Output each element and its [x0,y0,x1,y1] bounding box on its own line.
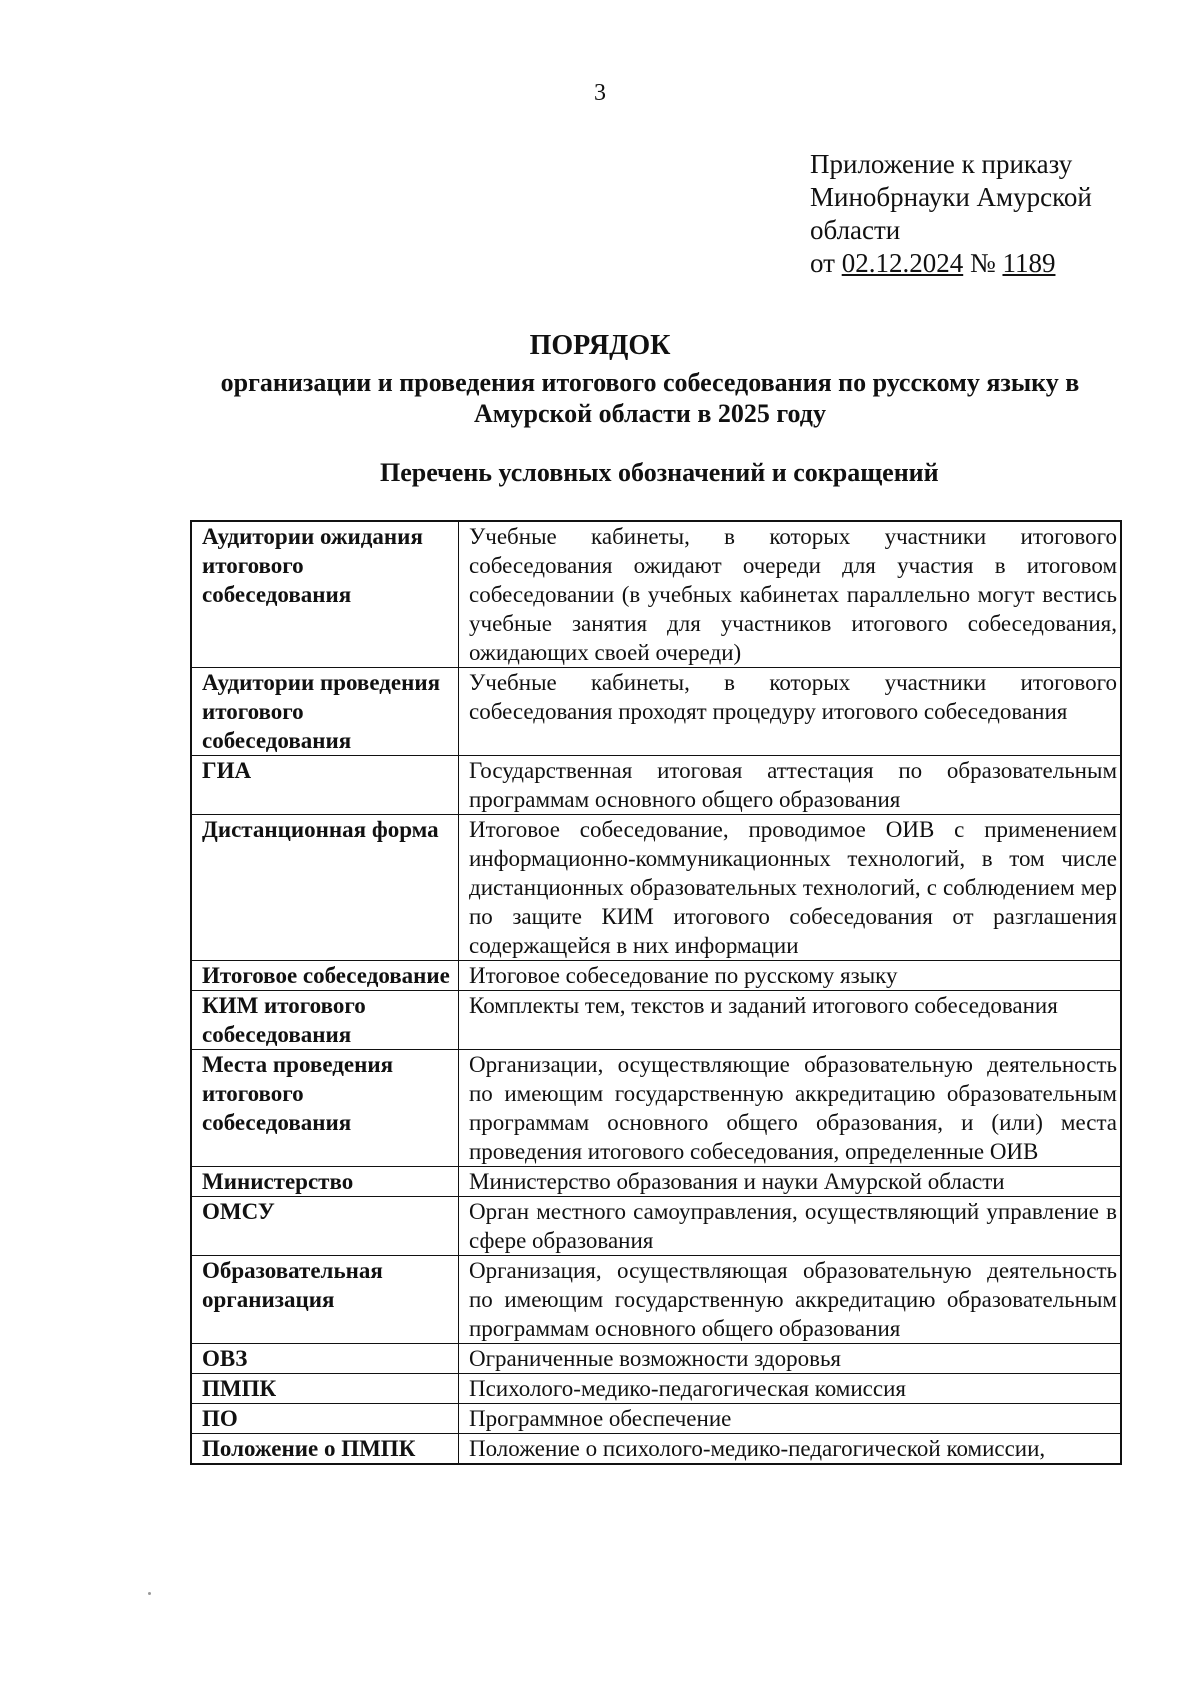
table-row [191,1404,1121,1434]
table-row [191,1050,1121,1167]
term-cell: Места проведения итогового собеседования [191,1050,459,1167]
term-cell: ПО [191,1404,459,1434]
appendix-line-1: Приложение к приказу [810,149,1073,179]
date-prefix: от [810,248,842,278]
table-row [191,1434,1121,1465]
term-cell: Образовательная организация [191,1256,459,1344]
appendix-block [810,148,1150,280]
term-cell: ОМСУ [191,1197,459,1256]
table-row [191,1256,1121,1344]
appendix-date-line [810,247,1150,280]
definition-cell: Государственная итоговая аттестация по образовательным программам основного общего образования [459,756,1122,815]
definition-cell: Положение о психолого-медико-педагогической комиссии, [459,1434,1122,1465]
term-cell: ПМПК [191,1374,459,1404]
definition-cell: Учебные кабинеты, в которых участники итогового собеседования проходят процедуру итогового собеседования [459,668,1122,756]
term-cell: Аудитории проведения итогового собеседования [191,668,459,756]
document-title: ПОРЯДОК [529,330,671,361]
term-cell: КИМ итогового собеседования [191,991,459,1050]
definition-cell: Психолого-медико-педагогическая комиссия [459,1374,1122,1404]
table-row [191,521,1121,668]
definition-cell: Итоговое собеседование по русскому языку [459,961,1122,991]
definition-cell: Орган местного самоуправления, осуществляющий управление в сфере образования [459,1197,1122,1256]
definition-cell: Министерство образования и науки Амурской области [459,1167,1122,1197]
definition-cell: Организация, осуществляющая образовательную деятельность по имеющим государственную аккредитацию образовательным программам основного общего образования [459,1256,1122,1344]
term-cell: Положение о ПМПК [191,1434,459,1465]
abbreviations-table [190,520,1122,1465]
term-cell: ГИА [191,756,459,815]
table-row [191,1167,1121,1197]
definition-cell: Итоговое собеседование, проводимое ОИВ с применением информационно-коммуникационных технологий, в том числе дистанционных образовательных технологий, с соблюдением мер по защите КИМ итогового собеседования от разглашения содержащейся в них информации [459,815,1122,961]
term-cell: Министерство [191,1167,459,1197]
definition-cell: Организации, осуществляющие образовательную деятельность по имеющим государственную аккредитацию образовательным программам основного общего образования, и (или) места проведения итогового собеседования, определенные ОИВ [459,1050,1122,1167]
appendix-line-2: Минобрнауки Амурской [810,182,1092,212]
term-cell: ОВЗ [191,1344,459,1374]
table-row [191,1374,1121,1404]
table-row [191,961,1121,991]
table-row [191,815,1121,961]
term-cell: Дистанционная форма [191,815,459,961]
definition-cell: Комплекты тем, текстов и заданий итогового собеседования [459,991,1122,1050]
number-prefix: № [963,248,1003,278]
table-row [191,668,1121,756]
section-heading: Перечень условных обозначений и сокращений [380,458,939,487]
appendix-line-3: области [810,215,901,245]
definition-cell: Программное обеспечение [459,1404,1122,1434]
order-date: 02.12.2024 [841,248,964,278]
table-row [191,756,1121,815]
table-row [191,1197,1121,1256]
page-number: 3 [594,80,606,106]
definition-cell: Ограниченные возможности здоровья [459,1344,1122,1374]
definition-cell: Учебные кабинеты, в которых участники итогового собеседования ожидают очереди для участия в итоговом собеседовании (в учебных кабинетах параллельно могут вестись учебные занятия для участников итогового собеседования, ожидающих своей очереди) [459,521,1122,668]
order-number: 1189 [1002,248,1056,278]
document-subtitle: организации и проведения итогового собеседования по русскому языку в Амурской области в 2025 году [220,368,1080,428]
term-cell: Аудитории ожидания итогового собеседования [191,521,459,668]
term-cell: Итоговое собеседование [191,961,459,991]
table-row [191,1344,1121,1374]
table-row [191,991,1121,1050]
scan-speck [148,1592,151,1595]
